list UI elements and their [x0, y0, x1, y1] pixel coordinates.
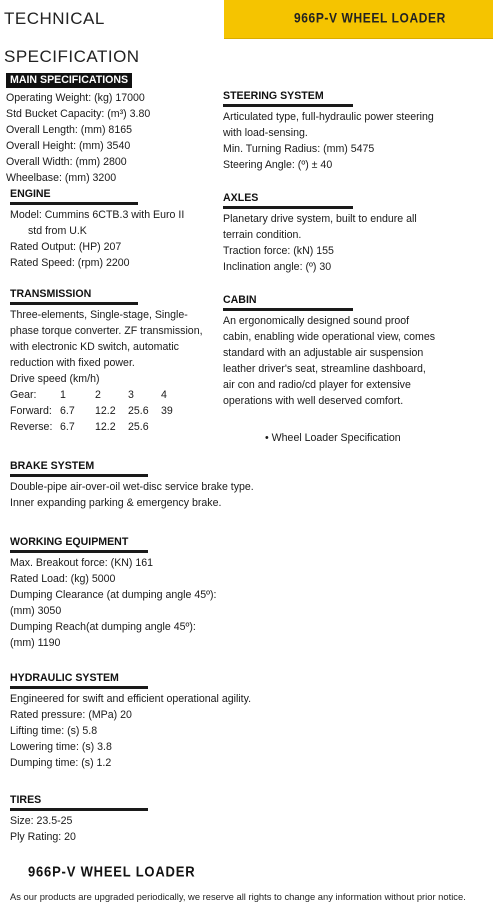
gear-cell: 1 — [60, 389, 66, 401]
spec-line: Overall Length: (mm) 8165 — [6, 124, 133, 136]
tires-title: TIRES — [10, 794, 148, 811]
page-header — [0, 0, 493, 66]
spec-line: Max. Breakout force: (KN) 161 — [10, 557, 154, 569]
spec-line: Traction force: (kN) 155 — [223, 245, 334, 257]
working-equipment-title: WORKING EQUIPMENT — [10, 536, 148, 553]
spec-line: Rated Load: (kg) 5000 — [10, 573, 116, 585]
axles-title: AXLES — [223, 192, 353, 209]
spec-line: Inclination angle: (º) 30 — [223, 261, 332, 273]
spec-line: Min. Turning Radius: (mm) 5475 — [223, 143, 375, 155]
footer-brand: 966P-V WHEEL LOADER — [28, 862, 196, 881]
spec-line: Overall Width: (mm) 2800 — [6, 156, 127, 168]
spec-line: with electronic KD switch, automatic — [10, 341, 179, 353]
gear-cell: 6.7 — [60, 405, 75, 417]
spec-line: Engineered for swift and efficient operational agility. — [10, 693, 252, 705]
gear-cell: 25.6 — [128, 405, 149, 417]
gear-cell: 12.2 — [95, 421, 116, 433]
engine-section — [10, 186, 184, 271]
bullet-note-text: Wheel Loader Specification — [271, 432, 401, 444]
spec-line: Three-elements, Single-stage, Single- — [10, 309, 188, 321]
gear-cell: Forward: — [10, 405, 52, 417]
spec-line: Steering Angle: (º) ± 40 — [223, 159, 333, 171]
spec-line: std from U.K — [28, 225, 87, 237]
spec-line: leather driver's seat, streamline dashboard, — [223, 363, 426, 375]
spec-line: Dumping Clearance (at dumping angle 45º): — [10, 589, 217, 601]
spec-line: Dumping Reach(at dumping angle 45º): — [10, 621, 196, 633]
spec-line: Rated Output: (HP) 207 — [10, 241, 122, 253]
gear-cell: 25.6 — [128, 421, 149, 433]
gear-row-header — [10, 387, 173, 403]
gear-cell: 3 — [128, 389, 134, 401]
spec-line: operations with well deserved comfort. — [223, 395, 404, 407]
spec-line: Operating Weight: (kg) 17000 — [6, 92, 145, 104]
footer-note: As our products are upgraded periodically, we reserve all rights to change any information without prior notice. — [10, 891, 466, 902]
transmission-title: TRANSMISSION — [10, 288, 138, 305]
header-title: TECHNICAL SPECIFICATION — [4, 9, 140, 66]
cabin-title: CABIN — [223, 294, 353, 311]
spec-line: Overall Height: (mm) 3540 — [6, 140, 131, 152]
cabin-section — [223, 292, 435, 409]
gear-row-reverse — [10, 419, 173, 435]
steering-title: STEERING SYSTEM — [223, 90, 353, 107]
spec-line: Rated pressure: (MPa) 20 — [10, 709, 132, 721]
spec-line: Rated Speed: (rpm) 2200 — [10, 257, 130, 269]
spec-line: Articulated type, full-hydraulic power steering — [223, 111, 434, 123]
gear-cell: Reverse: — [10, 421, 53, 433]
gear-row-forward — [10, 403, 173, 419]
spec-line: Double-pipe air-over-oil wet-disc service brake type. — [10, 481, 254, 493]
tires-section — [10, 792, 148, 845]
spec-line: Dumping time: (s) 1.2 — [10, 757, 112, 769]
engine-title: ENGINE — [10, 188, 138, 205]
spec-line: Lowering time: (s) 3.8 — [10, 741, 112, 753]
spec-line: Size: 23.5-25 — [10, 815, 73, 827]
spec-line: Planetary drive system, built to endure all — [223, 213, 417, 225]
gear-cell: 6.7 — [60, 421, 75, 433]
main-specifications-section — [6, 72, 150, 186]
gear-table — [10, 387, 173, 435]
spec-line: reduction with fixed power. — [10, 357, 135, 369]
working-equipment-section — [10, 534, 216, 651]
spec-line: Model: Cummins 6CTB.3 with Euro II — [10, 209, 185, 221]
spec-line: (mm) 1190 — [10, 637, 61, 649]
axles-section — [223, 190, 417, 275]
brake-section — [10, 458, 254, 511]
spec-line: air con and radio/cd player for extensive — [223, 379, 411, 391]
bullet-icon: • — [265, 432, 272, 444]
gear-cell: Gear: — [10, 389, 37, 401]
spec-line: Ply Rating: 20 — [10, 831, 76, 843]
spec-line: Drive speed (km/h) — [10, 373, 100, 385]
transmission-section — [10, 286, 203, 435]
hydraulic-title: HYDRAULIC SYSTEM — [10, 672, 148, 689]
gear-cell: 39 — [161, 405, 173, 417]
gear-cell: 12.2 — [95, 405, 116, 417]
gear-cell: 4 — [161, 389, 167, 401]
spec-line: Lifting time: (s) 5.8 — [10, 725, 98, 737]
spec-line: standard with an adjustable air suspension — [223, 347, 424, 359]
header-banner — [224, 0, 493, 39]
spec-line: terrain condition. — [223, 229, 302, 241]
spec-line: Inner expanding parking & emergency brake. — [10, 497, 222, 509]
spec-line: Std Bucket Capacity: (m³) 3.80 — [6, 108, 151, 120]
steering-section — [223, 88, 434, 173]
hydraulic-section — [10, 670, 251, 771]
gear-cell — [161, 419, 173, 435]
spec-line: with load-sensing. — [223, 127, 308, 139]
spec-line: (mm) 3050 — [10, 605, 62, 617]
spec-line: phase torque converter. ZF transmission, — [10, 325, 203, 337]
header-model-title: 966P-V WHEEL LOADER — [294, 9, 446, 27]
brake-title: BRAKE SYSTEM — [10, 460, 148, 477]
spec-line: An ergonomically designed sound proof — [223, 315, 410, 327]
main-specifications-title: MAIN SPECIFICATIONS — [6, 73, 132, 88]
spec-line: Wheelbase: (mm) 3200 — [6, 172, 117, 184]
spec-line: cabin, enabling wide operational view, comes — [223, 331, 436, 343]
bullet-note — [265, 432, 401, 444]
gear-cell: 2 — [95, 389, 101, 401]
